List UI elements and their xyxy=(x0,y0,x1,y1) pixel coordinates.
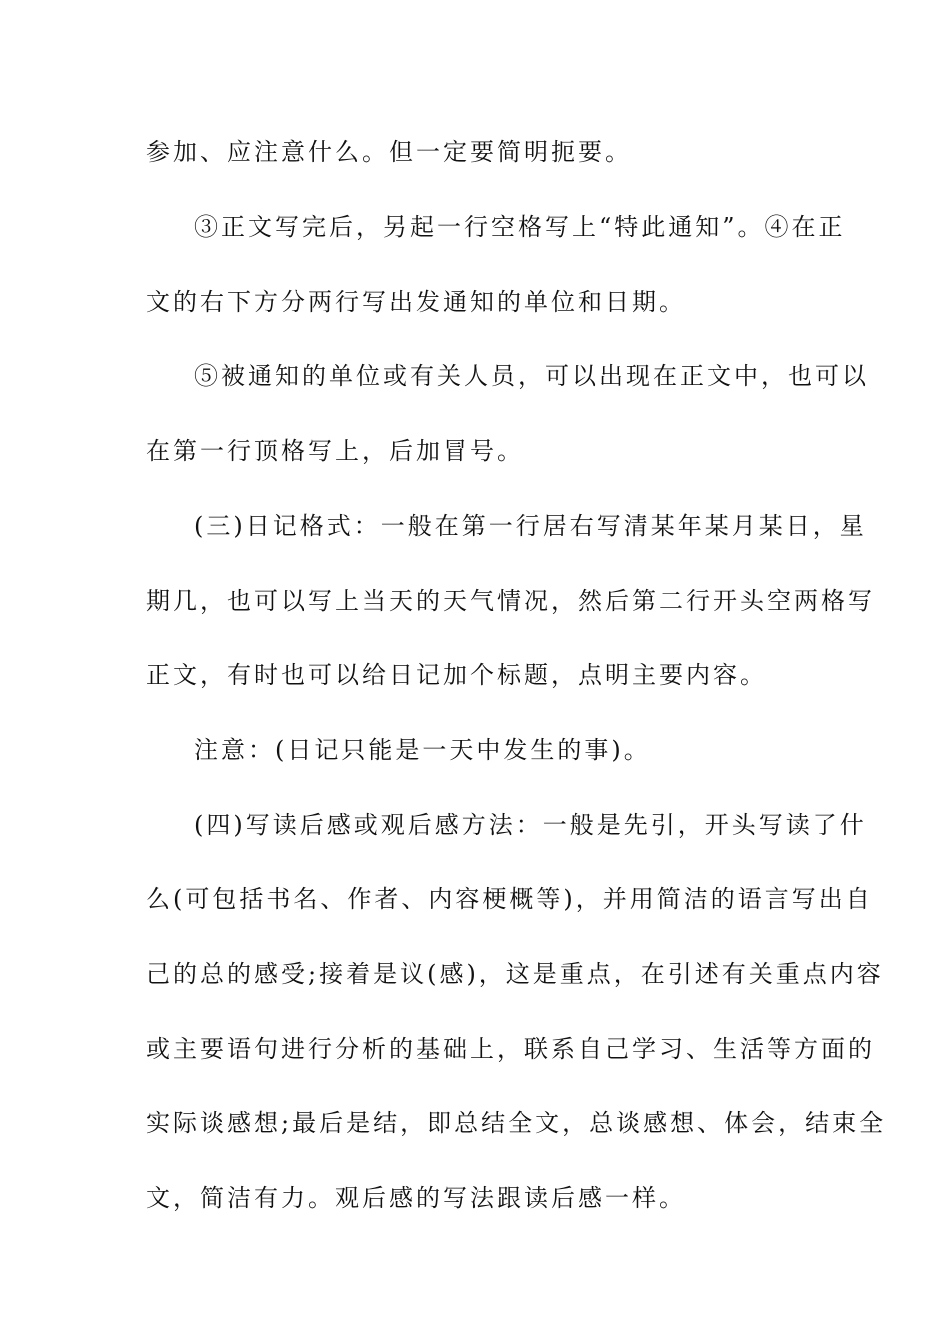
text-line: 己的总的感受;接着是议(感)，这是重点，在引述有关重点内容 xyxy=(146,960,884,988)
text-line: 文，简洁有力。观后感的写法跟读后感一样。 xyxy=(146,1184,686,1212)
text-line: 期几，也可以写上当天的天气情况，然后第二行开头空两格写 xyxy=(146,587,875,615)
text-line: (三)日记格式：一般在第一行居右写清某年某月某日，星 xyxy=(194,512,867,540)
text-line: (四)写读后感或观后感方法：一般是先引，开头写读了什 xyxy=(194,811,867,839)
text-line: 注意：(日记只能是一天中发生的事)。 xyxy=(194,736,651,764)
text-line: 参加、应注意什么。但一定要简明扼要。 xyxy=(146,138,632,166)
text-line: ③正文写完后，另起一行空格写上“特此通知”。④在正 xyxy=(194,213,846,241)
text-line: 文的右下方分两行写出发通知的单位和日期。 xyxy=(146,288,686,316)
text-line: 正文，有时也可以给日记加个标题，点明主要内容。 xyxy=(146,661,767,689)
text-line: 或主要语句进行分析的基础上，联系自己学习、生活等方面的 xyxy=(146,1035,875,1063)
text-line: ⑤被通知的单位或有关人员，可以出现在正文中，也可以 xyxy=(194,362,869,390)
text-line: 么(可包括书名、作者、内容梗概等)，并用简洁的语言写出自 xyxy=(146,885,873,913)
text-line: 在第一行顶格写上，后加冒号。 xyxy=(146,437,524,465)
text-line: 实际谈感想;最后是结，即总结全文，总谈感想、体会，结束全 xyxy=(146,1109,887,1137)
